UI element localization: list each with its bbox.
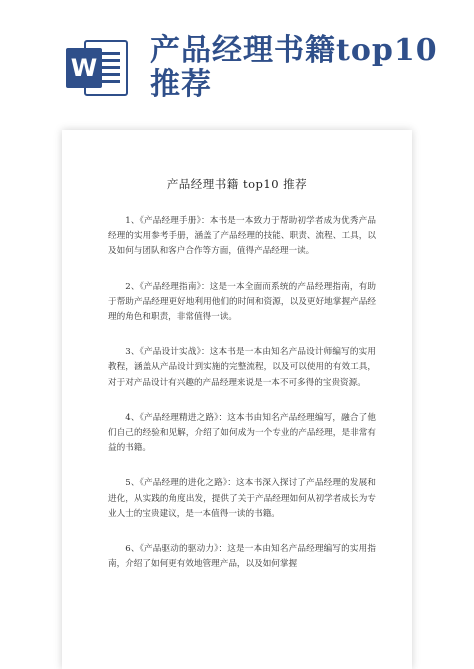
word-logo-letter: W (66, 48, 102, 88)
word-document-icon (66, 38, 128, 98)
book-paragraph: 3、《产品设计实战》：这本书是一本由知名产品设计师编写的实用教程，涵盖从产品设计到实施的完整流程，以及可以使用的有效工具，对于对产品设计有兴趣的产品经理来说是一本不可多得的宝贵资源。 (108, 347, 376, 388)
book-paragraph: 1、《产品经理手册》：本书是一本致力于帮助初学者成为优秀产品经理的实用参考手册，涵盖了产品经理的技能、职责、流程、工具，以及如何与团队和客户合作等方面，值得产品经理一读。 (108, 216, 376, 257)
header-banner (0, 0, 474, 130)
document-title: 产品经理书籍 top10 推荐 (166, 177, 308, 191)
document-body (108, 214, 376, 592)
book-paragraph: 6、《产品驱动的驱动力》：这是一本由知名产品经理编写的实用指南，介绍了如何更有效地管理产品，以及如何掌握 (108, 544, 376, 570)
document-page (62, 130, 412, 669)
book-paragraph: 2、《产品经理指南》：这是一本全面而系统的产品经理指南，有助于帮助产品经理更好地利用他们的时间和资源，以及更好地掌握产品经理的角色和职责，非常值得一读。 (108, 281, 376, 323)
book-paragraph: 4、《产品经理精进之路》：这本书由知名产品经理编写，融合了他们自己的经验和见解，介绍了如何成为一个专业的产品经理，是非常有益的书籍。 (108, 412, 376, 454)
book-paragraph: 5、《产品经理的进化之路》：这本书深入探讨了产品经理的发展和进化，从实践的角度出发，提供了关于产品经理如何从初学者成长为专业人士的宝贵建议，是一本值得一读的书籍。 (108, 478, 376, 519)
page-title: 产品经理书籍top10推荐 (150, 33, 438, 102)
